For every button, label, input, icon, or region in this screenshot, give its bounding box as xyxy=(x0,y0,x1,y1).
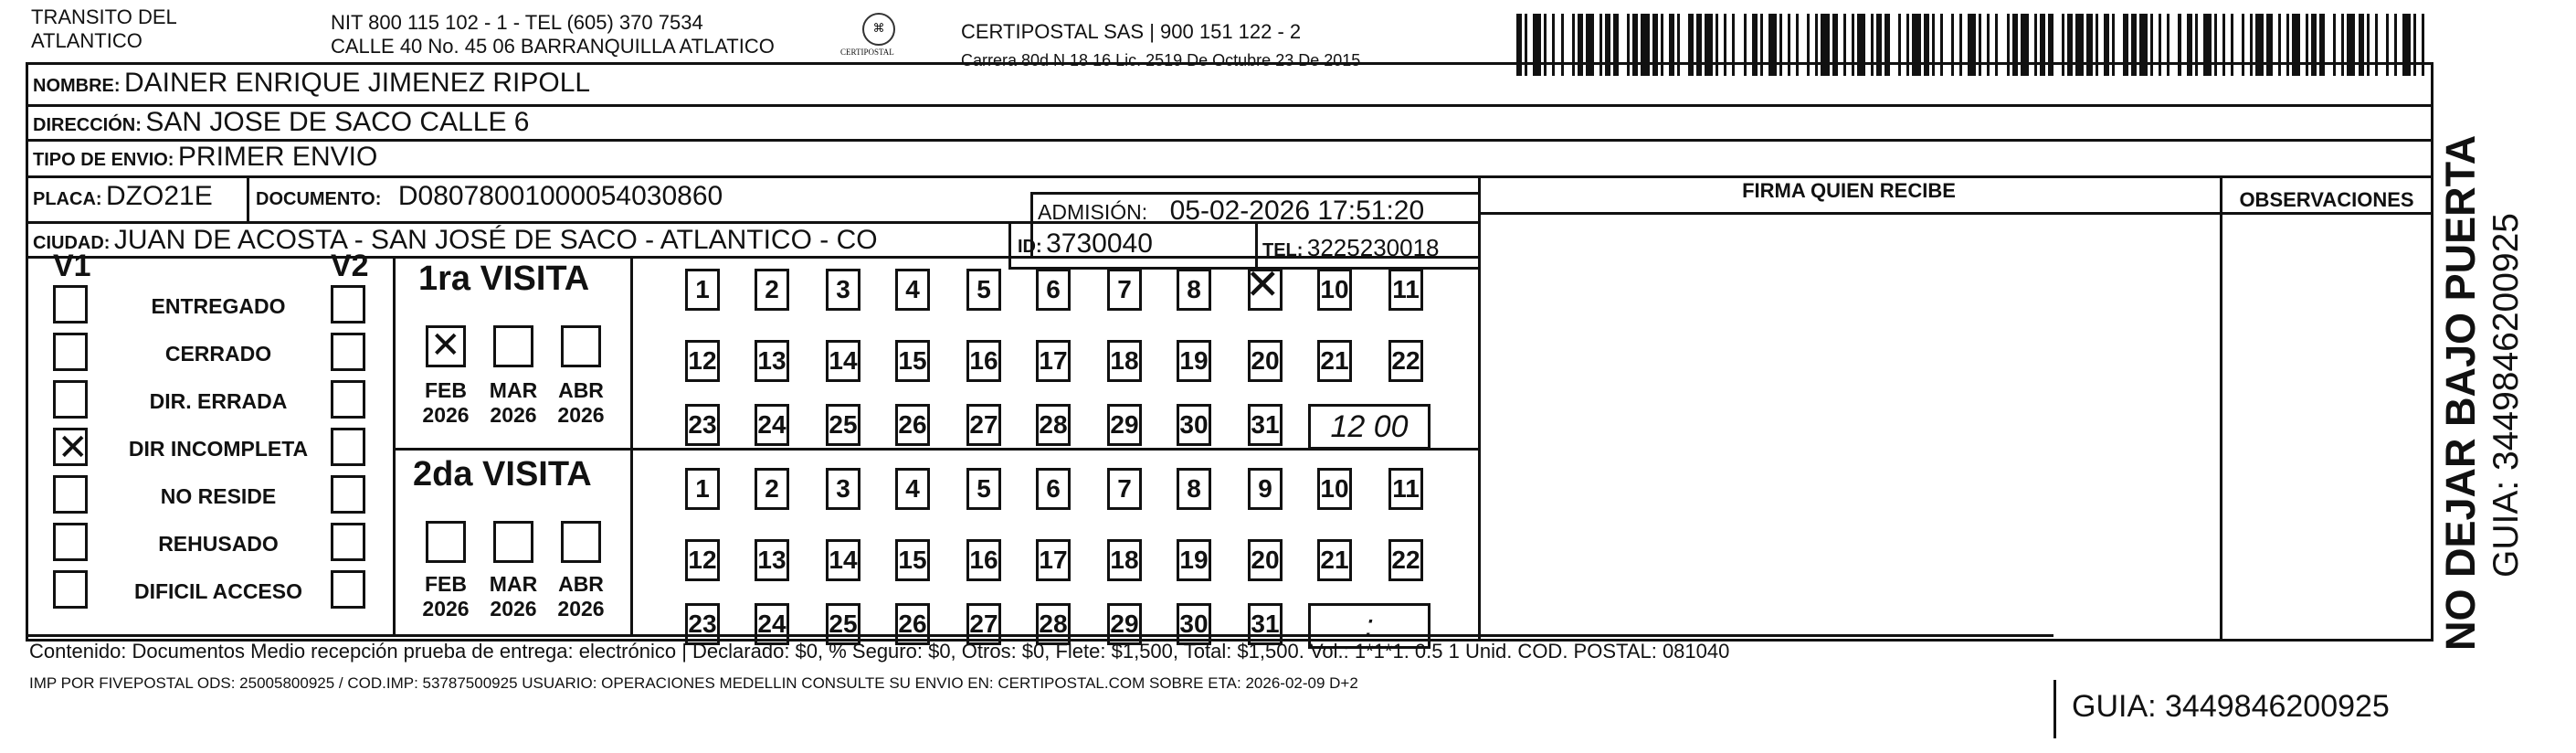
month-label xyxy=(486,572,541,621)
visit-time-box[interactable]: 12 00 xyxy=(1308,404,1431,450)
day-box[interactable]: 24 xyxy=(755,603,789,645)
address-row xyxy=(33,107,530,138)
v2-checkbox[interactable] xyxy=(331,380,365,419)
divider xyxy=(26,256,1478,259)
day-box[interactable]: 18 xyxy=(1107,539,1142,581)
day-box[interactable]: 10 xyxy=(1317,269,1352,311)
day-box[interactable]: 20 xyxy=(1248,539,1283,581)
plate-row xyxy=(33,181,213,212)
v1-checkbox[interactable] xyxy=(53,285,88,323)
v2-checkbox[interactable] xyxy=(331,333,365,371)
day-box[interactable]: 2 xyxy=(755,468,789,510)
footer-guide: GUIA: 3449846200925 xyxy=(2072,689,2390,724)
motive-label: DIR INCOMPLETA xyxy=(128,437,309,461)
day-box[interactable]: 11 xyxy=(1388,269,1423,311)
month-label xyxy=(486,378,541,428)
admission-row xyxy=(1038,196,1424,227)
certipostal-logo: ⌘ xyxy=(862,13,895,46)
month-label xyxy=(554,572,608,621)
divider xyxy=(247,175,249,221)
day-box[interactable]: 26 xyxy=(895,404,930,446)
month-year: 2026 xyxy=(490,597,537,620)
document-label: DOCUMENTO: xyxy=(256,189,382,209)
month-name: ABR xyxy=(558,378,604,402)
issuer-line-1: TRANSITO DEL xyxy=(31,5,177,28)
month-year: 2026 xyxy=(422,403,470,427)
day-box[interactable]: 7 xyxy=(1107,468,1142,510)
id-label: ID: xyxy=(1018,237,1042,257)
day-box[interactable]: 27 xyxy=(966,404,1001,446)
day-box[interactable]: 4 xyxy=(895,269,930,311)
admission-label: ADMISIÓN: xyxy=(1038,200,1148,224)
day-box[interactable]: 25 xyxy=(826,603,860,645)
day-box[interactable]: 20 xyxy=(1248,340,1283,382)
send-type-label: TIPO DE ENVIO: xyxy=(33,150,174,170)
day-box[interactable]: 4 xyxy=(895,468,930,510)
day-box[interactable]: 3 xyxy=(826,468,860,510)
month-name: MAR xyxy=(489,572,538,596)
day-box[interactable]: 15 xyxy=(895,539,930,581)
day-box[interactable]: 3 xyxy=(826,269,860,311)
divider xyxy=(1030,192,1478,195)
day-box[interactable]: 16 xyxy=(966,539,1001,581)
divider xyxy=(2220,175,2222,642)
day-box[interactable]: 21 xyxy=(1317,340,1352,382)
day-box[interactable]: 6 xyxy=(1036,468,1071,510)
day-box[interactable]: 26 xyxy=(895,603,930,645)
day-box[interactable]: 14 xyxy=(826,539,860,581)
month-year: 2026 xyxy=(422,597,470,620)
v2-checkbox[interactable] xyxy=(331,285,365,323)
city-row xyxy=(33,225,878,256)
day-box[interactable]: 12 xyxy=(685,340,720,382)
day-box[interactable]: 28 xyxy=(1036,603,1071,645)
day-box[interactable]: 31 xyxy=(1248,603,1283,645)
day-box[interactable]: 31 xyxy=(1248,404,1283,446)
recipient-name: DAINER ENRIQUE JIMENEZ RIPOLL xyxy=(124,68,591,98)
document-number: D08078001000054030860 xyxy=(397,181,723,211)
day-box[interactable]: 30 xyxy=(1177,404,1211,446)
day-box[interactable]: 19 xyxy=(1177,539,1211,581)
day-box[interactable]: 27 xyxy=(966,603,1001,645)
day-box[interactable]: 11 xyxy=(1388,468,1423,510)
divider xyxy=(1478,175,1481,642)
day-box[interactable]: 24 xyxy=(755,404,789,446)
day-box[interactable]: 29 xyxy=(1107,603,1142,645)
v1-checkbox[interactable] xyxy=(53,523,88,561)
day-box[interactable]: 9 xyxy=(1248,468,1283,510)
issuer-line-2: ATLANTICO xyxy=(31,29,143,52)
plate: DZO21E xyxy=(106,181,213,211)
day-box[interactable]: 8 xyxy=(1177,468,1211,510)
day-box[interactable]: 5 xyxy=(966,468,1001,510)
courier-line: CERTIPOSTAL SAS | 900 151 122 - 2 xyxy=(961,20,1302,43)
tel-label: TEL: xyxy=(1262,240,1304,260)
id-number: 3730040 xyxy=(1046,228,1153,259)
v2-label: V2 xyxy=(331,249,369,283)
side-guide: GUIA: 3449846200925 xyxy=(2486,213,2526,578)
day-box[interactable]: 2 xyxy=(755,269,789,311)
month-checkbox[interactable] xyxy=(426,521,466,563)
day-box[interactable]: 25 xyxy=(826,404,860,446)
v2-checkbox[interactable] xyxy=(331,570,365,609)
day-box[interactable]: 14 xyxy=(826,340,860,382)
day-box[interactable]: 13 xyxy=(755,340,789,382)
v2-checkbox[interactable] xyxy=(331,475,365,514)
day-box[interactable]: 16 xyxy=(966,340,1001,382)
month-checkbox[interactable] xyxy=(561,521,601,563)
visit-2-title: 2da VISITA xyxy=(413,455,592,493)
id-row xyxy=(1018,228,1153,260)
motive-label: DIFICIL ACCESO xyxy=(133,579,302,603)
day-box[interactable]: 29 xyxy=(1107,404,1142,446)
issuer-address: CALLE 40 No. 45 06 BARRANQUILLA ATLATICO xyxy=(331,35,775,58)
month-label xyxy=(418,572,473,621)
tel-row xyxy=(1262,234,1440,262)
issuer-name xyxy=(31,5,177,53)
logo-caption: CERTIPOSTAL xyxy=(840,48,894,57)
receiver-signature-area[interactable] xyxy=(1482,216,2218,636)
day-box[interactable]: 8 xyxy=(1177,269,1211,311)
day-box[interactable]: 12 xyxy=(685,539,720,581)
observations-label: OBSERVACIONES xyxy=(2239,188,2414,211)
month-year: 2026 xyxy=(490,403,537,427)
day-box[interactable]: 22 xyxy=(1388,539,1423,581)
month-label xyxy=(554,378,608,428)
day-box[interactable]: 7 xyxy=(1107,269,1142,311)
v1-checkbox[interactable] xyxy=(53,570,88,609)
document-row xyxy=(256,181,723,212)
observations-area[interactable] xyxy=(2223,216,2432,636)
divider xyxy=(26,175,2433,178)
v2-checkbox[interactable] xyxy=(331,428,365,466)
month-checkbox[interactable] xyxy=(493,325,533,367)
motive-label: DIR. ERRADA xyxy=(149,389,288,413)
city-label: CIUDAD: xyxy=(33,233,111,253)
day-box[interactable]: 1 xyxy=(685,468,720,510)
month-checkbox[interactable] xyxy=(493,521,533,563)
v1-checkbox[interactable] xyxy=(53,380,88,419)
month-name: FEB xyxy=(425,572,467,596)
divider xyxy=(1008,221,1011,267)
day-box[interactable]: 18 xyxy=(1107,340,1142,382)
divider xyxy=(1478,212,2433,215)
day-box[interactable]: 15 xyxy=(895,340,930,382)
address-label: DIRECCIÓN: xyxy=(33,115,142,135)
name-label: NOMBRE: xyxy=(33,76,121,96)
month-name: MAR xyxy=(489,378,538,402)
send-type: PRIMER ENVIO xyxy=(177,142,378,172)
day-box[interactable]: 17 xyxy=(1036,539,1071,581)
day-box[interactable]: 22 xyxy=(1388,340,1423,382)
day-box[interactable] xyxy=(1248,269,1283,311)
day-box[interactable]: 19 xyxy=(1177,340,1211,382)
day-box[interactable]: 5 xyxy=(966,269,1001,311)
day-box[interactable]: 6 xyxy=(1036,269,1071,311)
city: JUAN DE ACOSTA - SAN JOSÉ DE SACO - ATLANTICO - CO xyxy=(113,225,878,255)
content-line: Contenido: Documentos Medio recepción prueba de entrega: electrónico | Declarado: $0, % Seguro: $0, Otros: $0, Flete: $1,500, Total: $1,500. Vol.: 1*1*1. 0.5 1 Unid. COD. POSTAL: 081040 xyxy=(29,640,1730,663)
day-box[interactable]: 23 xyxy=(685,404,720,446)
v1-label: V1 xyxy=(53,249,91,283)
day-box[interactable]: 28 xyxy=(1036,404,1071,446)
motive-label: ENTREGADO xyxy=(151,294,286,318)
visit-time-box[interactable]: : xyxy=(1308,603,1431,649)
recipient-address: SAN JOSE DE SACO CALLE 6 xyxy=(145,107,530,137)
day-box[interactable]: 30 xyxy=(1177,603,1211,645)
day-box[interactable]: 13 xyxy=(755,539,789,581)
tel-number: 3225230018 xyxy=(1306,234,1440,261)
month-year: 2026 xyxy=(557,403,605,427)
day-box[interactable]: 21 xyxy=(1317,539,1352,581)
month-checkbox[interactable] xyxy=(561,325,601,367)
month-label xyxy=(418,378,473,428)
visit-1-title: 1ra VISITA xyxy=(418,260,590,298)
issuer-contact xyxy=(331,11,775,58)
plate-label: PLACA: xyxy=(33,189,102,209)
day-box[interactable]: 17 xyxy=(1036,340,1071,382)
motive-label: REHUSADO xyxy=(158,532,279,556)
v1-checkbox[interactable] xyxy=(53,333,88,371)
name-row xyxy=(33,68,590,99)
divider xyxy=(393,256,396,634)
day-box[interactable]: 23 xyxy=(685,603,720,645)
motive-label: CERRADO xyxy=(164,342,272,366)
divider xyxy=(26,139,2433,142)
no-dejar-warning: NO DEJAR BAJO PUERTA xyxy=(2437,134,2484,651)
v2-checkbox[interactable] xyxy=(331,523,365,561)
motive-label: NO RESIDE xyxy=(160,484,277,508)
month-name: FEB xyxy=(425,378,467,402)
v1-checkbox[interactable] xyxy=(53,428,88,466)
courier-address: Carrera 80d N 18 16 Lic. 2519 De Octubre 23 De 2015 xyxy=(961,51,1361,69)
month-year: 2026 xyxy=(557,597,605,620)
month-checkbox[interactable] xyxy=(426,325,466,367)
send-type-row xyxy=(33,142,377,173)
nit-line: NIT 800 115 102 - 1 - TEL (605) 370 7534 xyxy=(331,11,703,34)
month-name: ABR xyxy=(558,572,604,596)
v1-checkbox[interactable] xyxy=(53,475,88,514)
print-line: IMP POR FIVEPOSTAL ODS: 25005800925 / COD.IMP: 53787500925 USUARIO: OPERACIONES MEDELLIN CONSULTE SU ENVIO EN: CERTIPOSTAL.COM SOBRE ETA: 2026-02-09 D+2 xyxy=(29,674,1358,692)
divider xyxy=(630,256,633,634)
admission-datetime: 05-02-2026 17:51:20 xyxy=(1169,196,1425,226)
day-box[interactable]: 1 xyxy=(685,269,720,311)
day-box[interactable]: 10 xyxy=(1317,468,1352,510)
receiver-signature-label: FIRMA QUIEN RECIBE xyxy=(1742,179,1956,202)
